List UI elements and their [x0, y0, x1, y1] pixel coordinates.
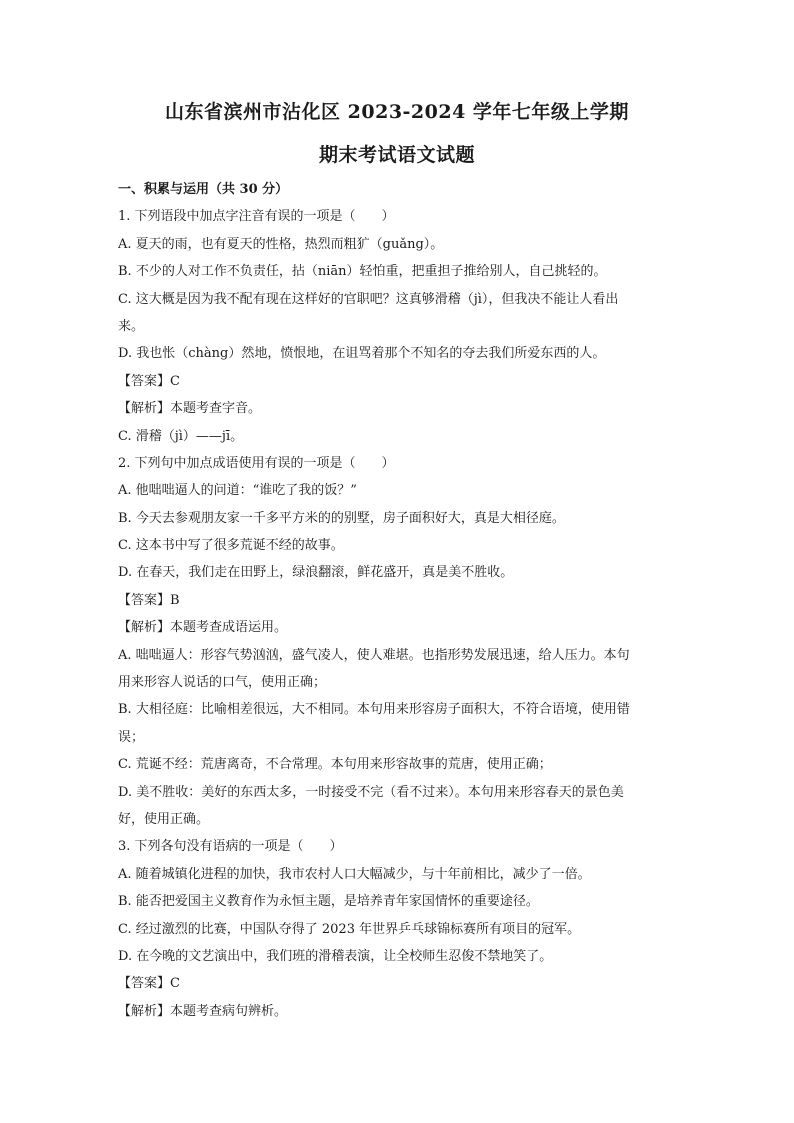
text-line: B. 能否把爱国主义教育作为永恒主题，是培养青年家国情怀的重要途径。 [118, 894, 539, 910]
text-line: A. 夏天的雨，也有夏天的性格，热烈而粗犷（guǎng）。 [118, 236, 444, 252]
text-line: 好，使用正确。 [118, 811, 210, 827]
document-title-line-2: 期末考试语文试题 [318, 144, 475, 166]
text-line: A. 咄咄逼人：形容气势汹汹，盛气凌人，使人难堪。也指形势发展迅速，给人压力。本句 [118, 647, 630, 663]
text-line: D. 在春天，我们走在田野上，绿浪翻滚，鲜花盛开，真是美不胜收。 [118, 565, 514, 581]
document-body [118, 176, 678, 1025]
text-line: 【解析】本题考查成语运用。 [118, 620, 288, 636]
text-line: 【解析】本题考查病句辨析。 [118, 1003, 288, 1019]
text-line: 用来形容人说话的口气，使用正确； [118, 675, 327, 691]
text-line: C. 这大概是因为我不配有现在这样好的官职吧？这真够滑稽（jì），但我决不能让人看出 [118, 291, 619, 307]
text-line: 【解析】本题考查字音。 [118, 401, 262, 417]
text-line: C. 滑稽（jì）——jī。 [118, 428, 244, 444]
text-line: 3. 下列各句没有语病的一项是（ ） [118, 839, 343, 855]
text-line: 2. 下列句中加点成语使用有误的一项是（ ） [118, 455, 395, 471]
text-line: 【答案】C [118, 976, 180, 992]
text-line: C. 经过激烈的比赛，中国队夺得了 2023 年世界乒乓球锦标赛所有项目的冠军。 [118, 921, 581, 937]
text-line: C. 荒诞不经：荒唐离奇，不合常理。本句用来形容故事的荒唐，使用正确； [118, 757, 552, 773]
section-heading: 一、积累与运用（共 30 分） [118, 182, 289, 197]
text-line: 1. 下列语段中加点字注音有误的一项是（ ） [118, 209, 395, 225]
text-line: B. 大相径庭：比喻相差很远，大不相同。本句用来形容房子面积大，不符合语境，使用错 [118, 702, 630, 718]
text-line: B. 不少的人对工作不负责任，拈（niān）轻怕重，把重担子推给别人，自己挑轻的。 [118, 264, 607, 280]
text-line: 来。 [118, 318, 145, 334]
text-line: C. 这本书中写了很多荒诞不经的故事。 [118, 538, 344, 554]
text-line: 【答案】B [118, 592, 180, 608]
text-line: D. 我也怅（chàng）然地，愤恨地，在诅骂着那个不知名的夺去我们所爱东西的人。 [118, 346, 606, 362]
text-line: D. 美不胜收：美好的东西太多，一时接受不完（看不过来）。本句用来形容春天的景色美 [118, 784, 624, 800]
text-line: A. 他咄咄逼人的问道：“谁吃了我的饭？” [118, 483, 357, 499]
text-line: A. 随着城镇化进程的加快，我市农村人口大幅减少，与十年前相比，减少了一倍。 [118, 866, 591, 882]
text-line: D. 在今晚的文艺演出中，我们班的滑稽表演，让全校师生忍俊不禁地笑了。 [118, 948, 553, 964]
text-line: B. 今天去参观朋友家一千多平方米的的别墅，房子面积好大，真是大相径庭。 [118, 510, 565, 526]
text-line: 【答案】C [118, 373, 180, 389]
document-title-line-1: 山东省滨州市沾化区 2023-2024 学年七年级上学期 [165, 101, 629, 123]
text-line: 误； [118, 729, 145, 745]
